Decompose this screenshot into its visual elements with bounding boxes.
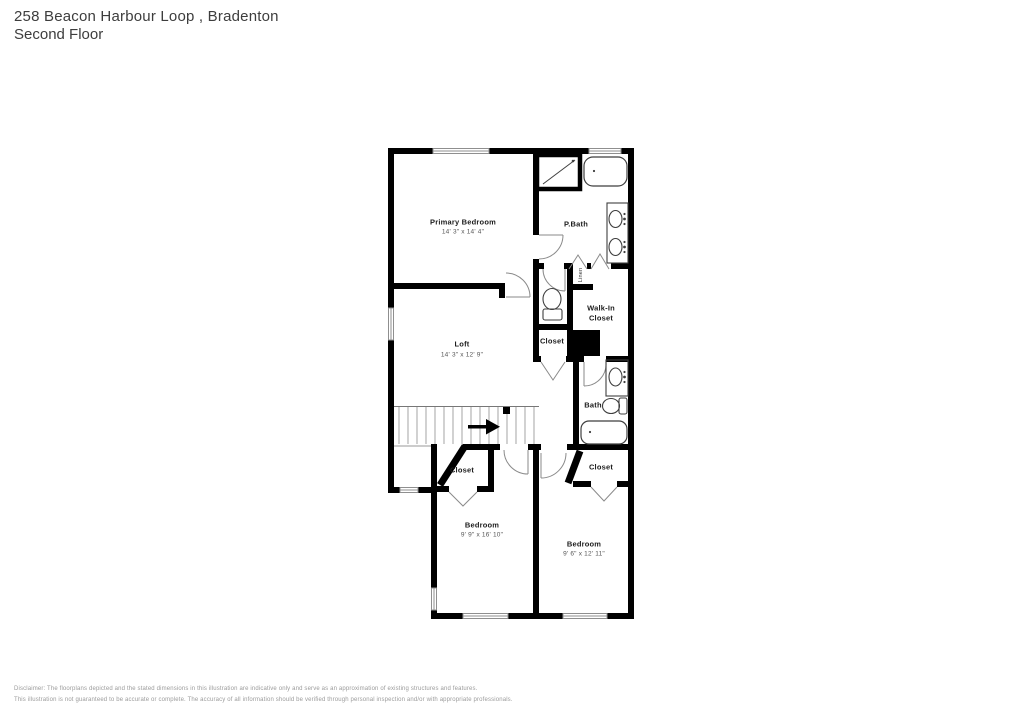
room-label-linen: Linen	[578, 267, 584, 283]
stair-treads	[399, 407, 534, 444]
door-closet-right-bifold	[591, 487, 617, 501]
door-bath	[584, 362, 606, 386]
room-dims-primary-bedroom: 14' 3" x 14' 4"	[441, 228, 485, 236]
room-label-bath: Bath	[584, 400, 602, 410]
disclaimer-line1: Disclaimer: The floorplans depicted and the stated dimensions in this illustration are indicative only and serve as an approximation of existing structures and features.	[14, 686, 478, 692]
room-label-primary-bedroom: Primary Bedroom	[430, 217, 496, 227]
room-label-pbath: P.Bath	[564, 219, 588, 229]
faucet-dots	[623, 213, 626, 253]
window-bedroom-left-bottom	[463, 614, 508, 619]
stairs-direction-arrow	[468, 419, 500, 435]
door-closet-left-bifold	[449, 492, 477, 506]
door-walkin-bifold	[591, 254, 609, 269]
window-pbath-top	[589, 149, 621, 154]
page-title-floor: Second Floor	[14, 26, 104, 43]
room-label-closet-mid: Closet	[539, 336, 565, 346]
room-label-closet-right: Closet	[588, 462, 614, 472]
bath-vanity	[606, 360, 628, 396]
room-label-walk-in-line1: Walk-In	[587, 303, 615, 313]
door-bedroom-left	[504, 450, 528, 474]
toilet-bath	[603, 398, 628, 414]
door-primary-bedroom	[506, 273, 530, 297]
bathtub-bath	[581, 421, 627, 444]
room-label-loft: Loft	[454, 339, 470, 349]
disclaimer-line2: This illustration is not guaranteed to be accurate or complete. The accuracy of all information should be verified through personal inspection and/or with appropriate professionals.	[14, 697, 513, 703]
door-pbath	[539, 235, 563, 259]
room-label-bedroom-right: Bedroom	[566, 539, 602, 549]
room-dims-bedroom-right: 9' 6" x 12' 11"	[563, 550, 605, 558]
room-label-walk-in-line2: Closet	[588, 313, 614, 323]
stair-newel-post	[503, 407, 510, 414]
room-label-closet-left: Closet	[449, 465, 475, 475]
bathtub-primary	[584, 157, 627, 186]
closet-right-angled-wall	[568, 451, 580, 483]
fixtures	[537, 155, 628, 444]
window-bedroom-left-side	[432, 588, 437, 610]
room-dims-loft: 14' 3" x 12' 9"	[440, 351, 484, 359]
window-loft-left	[389, 308, 394, 340]
door-closet-mid-bifold	[541, 362, 565, 380]
chase-block	[568, 330, 600, 356]
room-dims-bedroom-left: 9' 9" x 16' 10"	[460, 531, 504, 539]
window-notch	[400, 488, 418, 493]
staircase	[394, 407, 539, 447]
door-water-closet	[543, 269, 565, 291]
double-vanity	[607, 203, 628, 263]
door-bedroom-right	[541, 453, 566, 478]
shower	[537, 155, 580, 189]
page-title-address: 258 Beacon Harbour Loop , Bradenton	[14, 8, 279, 25]
toilet-primary	[543, 289, 562, 321]
window-primary-top	[433, 149, 489, 154]
window-bedroom-right-bottom	[563, 614, 607, 619]
room-label-bedroom-left: Bedroom	[464, 520, 500, 530]
